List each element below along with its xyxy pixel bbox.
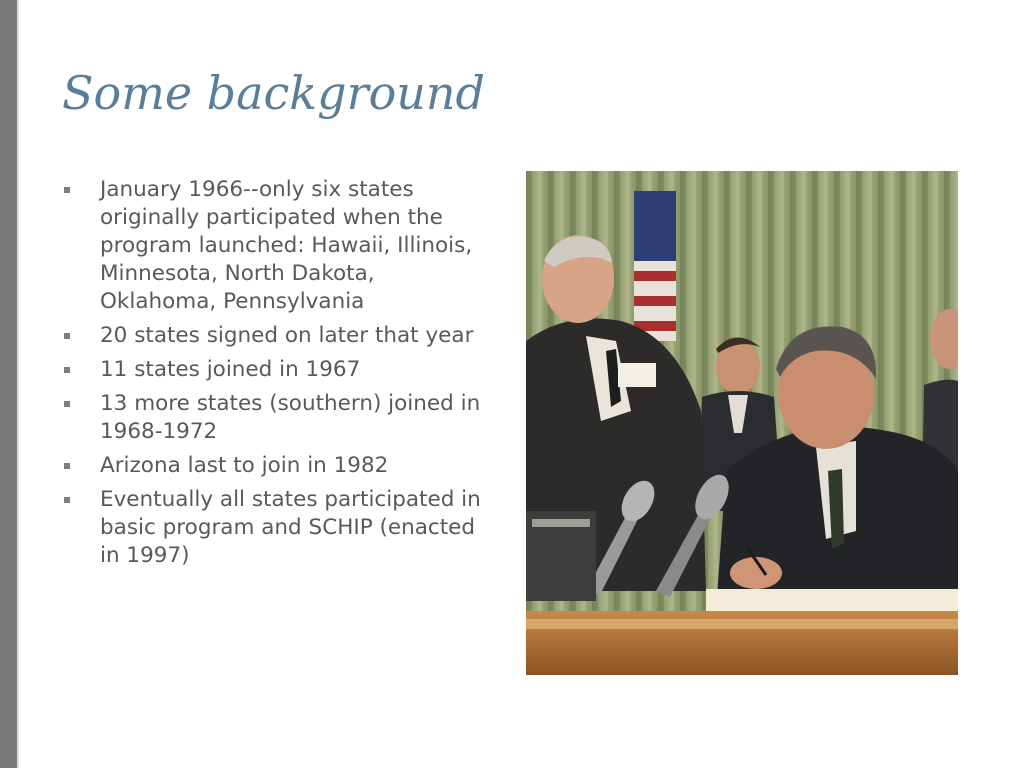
square-bullet-icon (64, 497, 70, 503)
square-bullet-icon (64, 463, 70, 469)
bullet-text: January 1966--only six states originally participated when the program launched: Hawaii, Illinois, Minnesota, North Dakota, Oklahoma, Pennsylvania (100, 177, 473, 314)
bullet-item (62, 390, 482, 446)
bullet-text: 13 more states (southern) joined in 1968-1972 (100, 391, 481, 444)
bullet-text: Arizona last to join in 1982 (100, 453, 389, 478)
bullet-text: Eventually all states participated in basic program and SCHIP (enacted in 1997) (100, 487, 481, 568)
slide-title: Some background (62, 66, 486, 120)
signing-photo (526, 171, 958, 675)
flag-icon (634, 191, 676, 341)
bullet-item (62, 452, 482, 480)
bullet-text: 11 states joined in 1967 (100, 357, 361, 382)
bullet-item (62, 176, 482, 316)
square-bullet-icon (64, 401, 70, 407)
left-accent-bar-edge (17, 0, 19, 768)
bullet-item (62, 486, 482, 570)
signing-photo-illustration (526, 171, 958, 675)
square-bullet-icon (64, 187, 70, 193)
square-bullet-icon (64, 333, 70, 339)
bullet-item (62, 356, 482, 384)
bullet-text: 20 states signed on later that year (100, 323, 474, 348)
bullet-item (62, 322, 482, 350)
square-bullet-icon (64, 367, 70, 373)
bullet-list (62, 176, 482, 576)
left-accent-bar (0, 0, 17, 768)
desk-trim (526, 619, 958, 629)
